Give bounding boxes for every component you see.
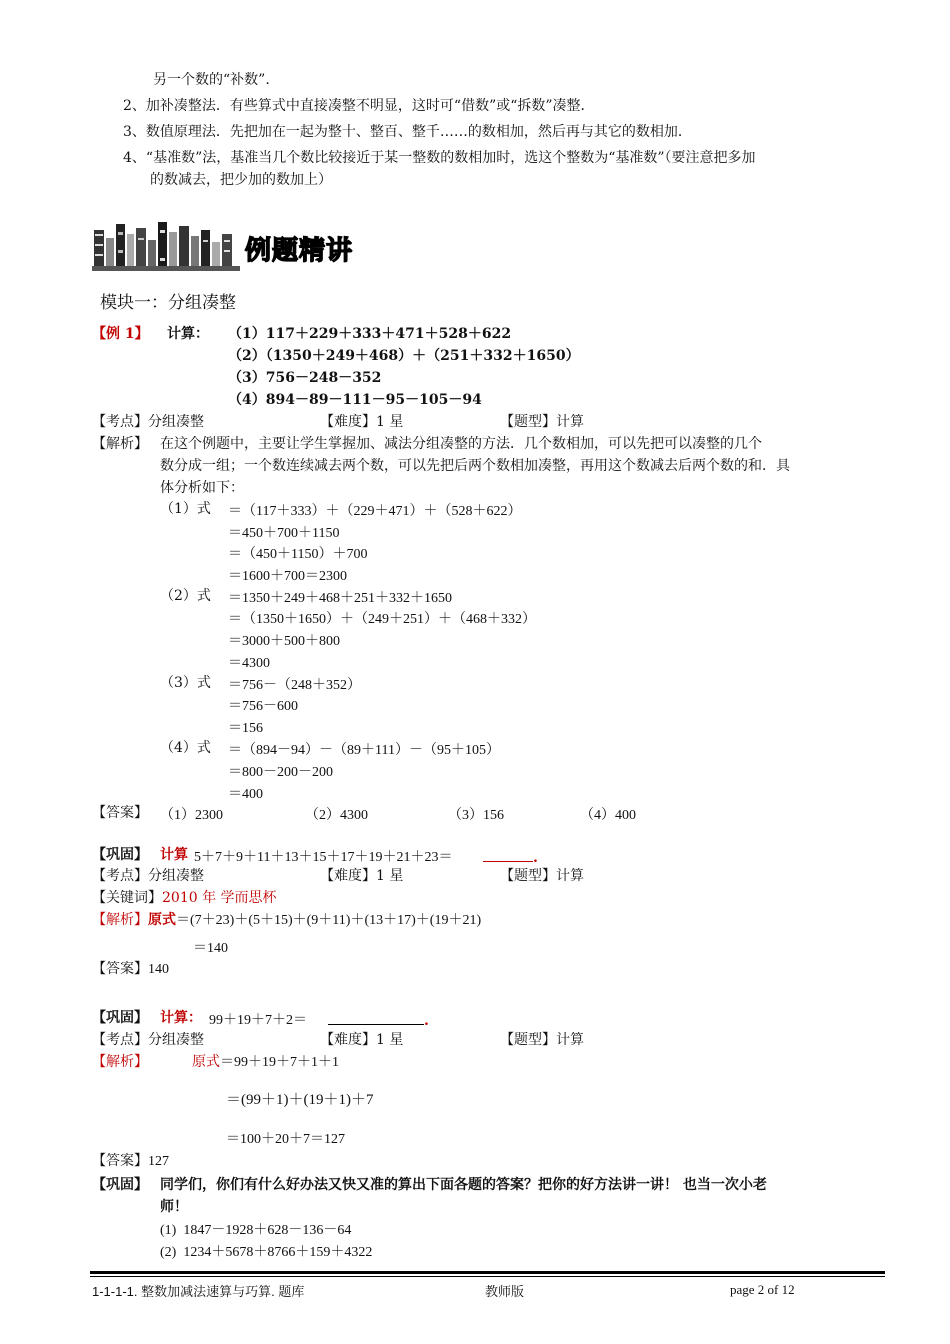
gonggu2-prompt: 计算： [160,1010,202,1026]
footer-rule-thin [90,1276,885,1277]
gonggu3-question-1 [160,1219,351,1239]
gonggu2-jiexi-line-3: ＝100＋20＋7＝127 [226,1132,345,1147]
gonggu2-jiexi-tag: 【解析】 [92,1054,148,1070]
gonggu2-period: . [424,1013,429,1029]
step3-line-b: ＝756－600 [228,699,298,714]
answer-3: （3）156 [448,808,504,823]
gonggu1-answer-value: 140 [148,962,169,977]
nandu-value: 1 星 [376,414,404,430]
section-title: 例题精讲 [245,236,354,266]
gonggu2-kaodian [92,1031,204,1049]
gonggu2-tixing-tag: 【题型】 [500,1032,556,1048]
gonggu1-nandu-value: 1 星 [376,868,404,884]
step1-line-c: ＝（450＋1150）＋700 [228,547,368,562]
jiexi-line-3: 体分析如下： [160,480,244,496]
answer-1: （1）2300 [160,808,223,823]
step1-label: （1）式 [160,501,211,517]
gonggu3-question-2 [160,1241,372,1261]
step4-line-b: ＝800－200－200 [228,765,333,780]
step3-line-c: ＝156 [228,721,263,736]
step4-label: （4）式 [160,740,211,756]
gonggu3-q2-expr: 1234＋5678＋8766＋159＋4322 [183,1245,373,1260]
gonggu1-keywords-tag: 【关键词】 [92,890,162,906]
example-question-4: （4）894－89－111－95－105－94 [228,392,482,408]
example-tag: 【例 1】 [92,326,149,342]
gonggu2-tixing [500,1031,584,1049]
gonggu2-answer [92,1152,169,1171]
step4-line-c: ＝400 [228,787,263,802]
gonggu2-jiexi-expr-1: ＝99＋19＋7＋1＋1 [220,1055,339,1070]
answer-2: （2）4300 [305,808,368,823]
tixing-row [500,413,584,431]
footer-rule-thick [90,1271,885,1274]
gonggu3-text-line-2: 师！ [160,1199,188,1215]
gonggu2-jiexi-prefix: 原式 [192,1054,220,1070]
intro-line-4b: 的数减去，把少加的数加上） [150,172,332,188]
gonggu3-q2-num: (2) [160,1245,177,1260]
tixing-value: 计算 [556,414,584,430]
jiexi-tag: 【解析】 [92,436,148,452]
gonggu1-tixing-tag: 【题型】 [500,868,556,884]
gonggu1-kaodian-tag: 【考点】 [92,868,148,884]
gonggu2-answer-tag: 【答案】 [92,1153,148,1169]
step1-line-d: ＝1600＋700＝2300 [228,569,347,584]
gonggu1-period: . [533,850,538,866]
gonggu1-jiexi-line-2: ＝140 [193,941,228,956]
gonggu3-q1-expr: 1847－1928＋628－136－64 [183,1223,352,1238]
gonggu1-tixing [500,867,584,885]
footer-edition: 教师版 [485,1284,525,1299]
gonggu1-jiexi-prefix: 原式 [148,912,176,928]
gonggu1-answer-blank [483,846,538,867]
gonggu2-tixing-value: 计算 [556,1032,584,1048]
answer-4: （4）400 [580,808,636,823]
intro-line-3: 3、数值原理法．先把加在一起为整十、整百、整千……的数相加，然后再与其它的数相加． [123,124,692,140]
gonggu1-jiexi-line-1: ＝(7＋23)＋(5＋15)＋(9＋11)＋(13＋17)＋(19＋21) [176,913,482,928]
step3-label: （3）式 [160,675,211,691]
step2-line-a: ＝1350＋249＋468＋251＋332＋1650 [228,591,452,606]
gonggu3-tag: 【巩固】 [92,1177,148,1193]
example-question-3: （3）756－248－352 [228,370,382,386]
step3-line-a: ＝756－（248＋352） [228,678,361,693]
jiexi-line-1: 在这个例题中，主要让学生掌握加、减法分组凑整的方法．几个数相加，可以先把可以凑整的几个 [160,436,762,452]
intro-line-2: 2、加补凑整法．有些算式中直接凑整不明显，这时可“借数”或“拆数”凑整． [123,98,595,114]
step2-line-d: ＝4300 [228,656,270,671]
gonggu1-jiexi [92,911,481,930]
module-title: 模块一：分组凑整 [100,293,236,313]
gonggu1-nandu-tag: 【难度】 [320,868,376,884]
gonggu1-expression: 5＋7＋9＋11＋13＋15＋17＋19＋21＋23＝ [194,850,453,865]
footer-page-number: page 2 of 12 [730,1282,795,1297]
gonggu1-prompt: 计算 [160,847,188,863]
gonggu2-jiexi-line-2: ＝(99＋1)＋(19＋1)＋7 [226,1092,374,1108]
step2-line-c: ＝3000＋500＋800 [228,634,340,649]
gonggu1-nandu [320,867,403,885]
gonggu2-nandu-value: 1 星 [376,1032,404,1048]
step2-label: （2）式 [160,588,211,604]
gonggu2-jiexi-line-1 [192,1053,339,1072]
step1-line-b: ＝450＋700＋1150 [228,526,340,541]
kaodian-row [92,413,204,431]
gonggu1-tag: 【巩固】 [92,847,148,863]
gonggu1-answer [92,960,169,979]
step4-line-a: ＝（894－94）－（89＋111）－（95＋105） [228,743,500,758]
example-question-1: （1）117＋229＋333＋471＋528＋622 [228,326,512,342]
gonggu2-nandu [320,1031,403,1049]
gonggu2-nandu-tag: 【难度】 [320,1032,376,1048]
kaodian-tag: 【考点】 [92,414,148,430]
gonggu2-tag: 【巩固】 [92,1010,148,1026]
example-prompt: 计算： [167,326,209,342]
example-question-2: （2）（1350＋249＋468）＋（251＋332＋1650） [228,348,580,364]
gonggu1-tixing-value: 计算 [556,868,584,884]
gonggu3-q1-num: (1) [160,1223,177,1238]
gonggu2-expression: 99＋19＋7＋2＝ [209,1013,307,1028]
gonggu2-answer-value: 127 [148,1154,169,1169]
footer-title: 1-1-1-1. 整数加减法速算与巧算. 题库 [92,1284,305,1299]
books-banner-icon [92,220,242,272]
intro-line-4a: 4、“基准数”法，基准当几个数比较接近于某一整数的数相加时，选这个整数为“基准数”（要注意把多加 [123,150,756,166]
step1-line-a: ＝（117＋333）＋（229＋471）＋（528＋622） [228,504,522,519]
gonggu1-kaodian-value: 分组凑整 [148,868,204,884]
gonggu2-kaodian-tag: 【考点】 [92,1032,148,1048]
answer-tag: 【答案】 [92,805,148,821]
intro-line-1: 另一个数的“补数”. [153,72,270,88]
gonggu1-keywords [92,889,277,907]
step2-line-b: ＝（1350＋1650）＋（249＋251）＋（468＋332） [228,612,536,627]
nandu-tag: 【难度】 [320,414,376,430]
nandu-row [320,413,403,431]
gonggu3-text-line-1: 同学们，你们有什么好办法又快又准的算出下面各题的答案？把你的好方法讲一讲！ 也当一次小老 [160,1177,767,1193]
gonggu2-kaodian-value: 分组凑整 [148,1032,204,1048]
kaodian-value: 分组凑整 [148,414,204,430]
gonggu1-jiexi-tag: 【解析】 [92,912,148,928]
gonggu2-answer-blank [328,1009,429,1030]
gonggu1-keywords-value: 2010 年 学而思杯 [162,890,277,906]
gonggu1-answer-tag: 【答案】 [92,961,148,977]
gonggu1-kaodian [92,867,204,885]
jiexi-line-2: 数分成一组；一个数连续减去两个数，可以先把后两个数相加凑整，再用这个数减去后两个数的和．具 [160,458,790,474]
tixing-tag: 【题型】 [500,414,556,430]
